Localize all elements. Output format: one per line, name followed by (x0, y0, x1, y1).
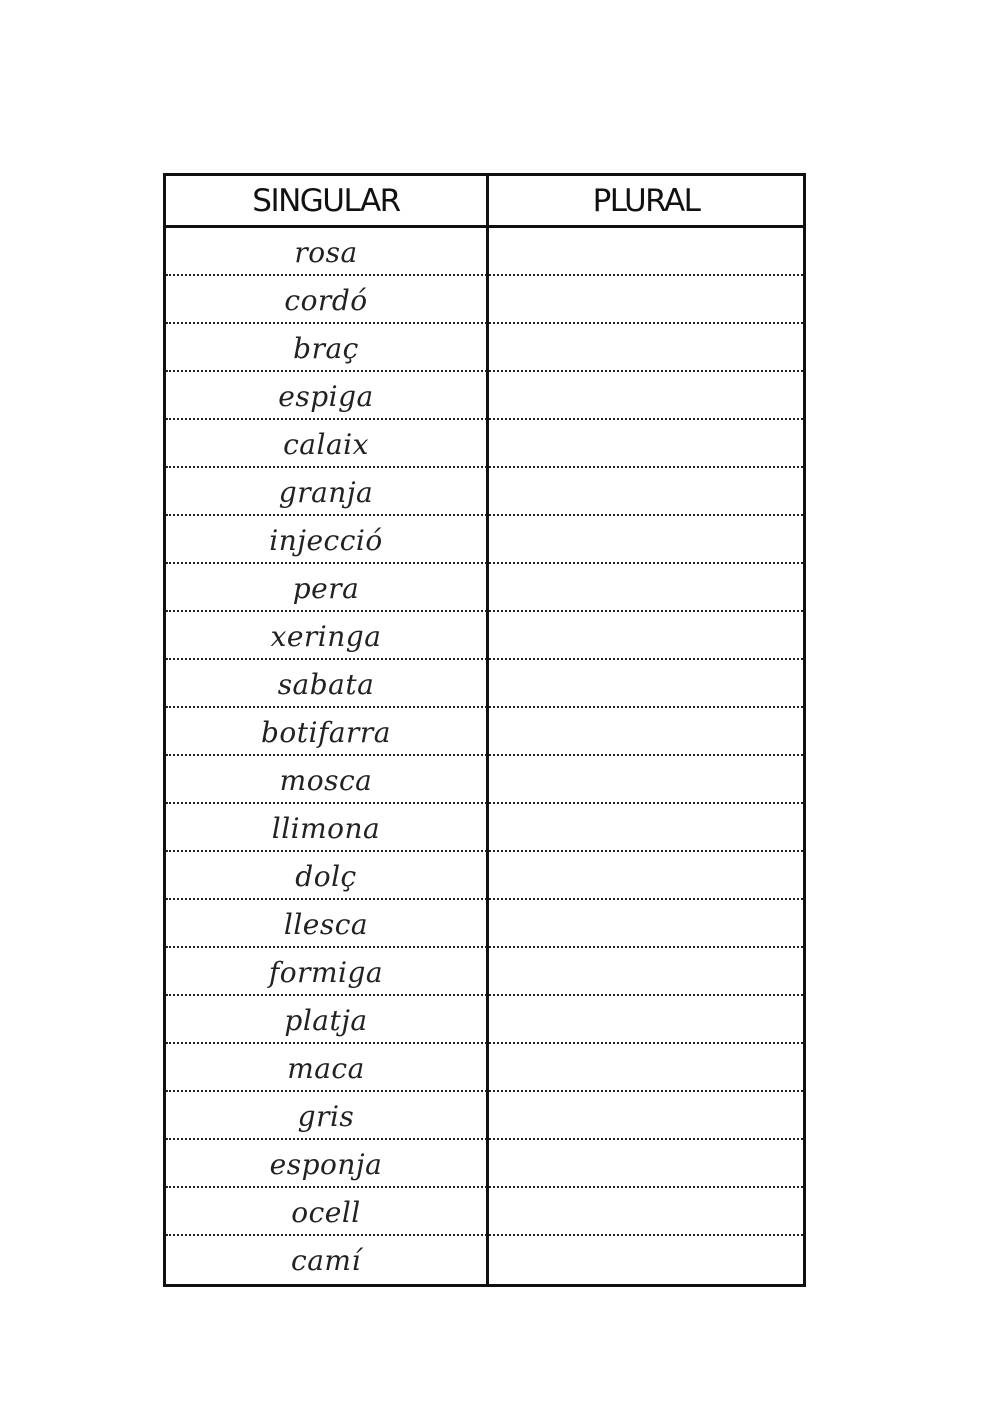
table-row (166, 1236, 803, 1284)
singular-word: camí (291, 1243, 361, 1277)
singular-word: formiga (268, 955, 384, 989)
singular-word: braç (293, 331, 359, 365)
singular-word: calaix (283, 427, 369, 461)
table-row (166, 852, 803, 900)
table-row (166, 1092, 803, 1140)
table-row (166, 372, 803, 420)
table-row (166, 1140, 803, 1188)
singular-word: espiga (278, 379, 374, 413)
table-row (166, 564, 803, 612)
singular-plural-table (163, 173, 806, 1287)
singular-word: pera (292, 571, 360, 605)
singular-word: llesca (283, 907, 369, 941)
table-row (166, 948, 803, 996)
table-row (166, 708, 803, 756)
plural-answer-cell[interactable] (489, 660, 803, 708)
plural-answer-cell[interactable] (489, 516, 803, 564)
plural-answer-cell[interactable] (489, 324, 803, 372)
header-singular: SINGULAR (252, 182, 400, 219)
plural-answer-cell[interactable] (489, 1092, 803, 1140)
plural-answer-cell[interactable] (489, 900, 803, 948)
singular-word: llimona (271, 811, 381, 845)
table-row (166, 1188, 803, 1236)
header-plural: PLURAL (592, 182, 700, 219)
table-row (166, 1044, 803, 1092)
singular-word: ocell (291, 1195, 361, 1229)
plural-answer-cell[interactable] (489, 804, 803, 852)
table-row (166, 996, 803, 1044)
table-row (166, 420, 803, 468)
singular-word: rosa (294, 235, 358, 269)
plural-answer-cell[interactable] (489, 1140, 803, 1188)
plural-answer-cell[interactable] (489, 420, 803, 468)
column-divider (486, 176, 489, 1284)
singular-word: maca (287, 1051, 365, 1085)
singular-word: esponja (269, 1147, 383, 1181)
singular-word: injecció (269, 523, 383, 557)
singular-word: gris (297, 1099, 355, 1133)
plural-answer-cell[interactable] (489, 612, 803, 660)
singular-word: dolç (295, 859, 357, 893)
table-row (166, 804, 803, 852)
plural-answer-cell[interactable] (489, 1236, 803, 1284)
plural-answer-cell[interactable] (489, 708, 803, 756)
table-row (166, 660, 803, 708)
table-header (166, 176, 803, 228)
table-row (166, 324, 803, 372)
plural-answer-cell[interactable] (489, 996, 803, 1044)
plural-answer-cell[interactable] (489, 276, 803, 324)
singular-word: platja (284, 1003, 368, 1037)
plural-answer-cell[interactable] (489, 852, 803, 900)
singular-word: sabata (277, 667, 375, 701)
table-row (166, 276, 803, 324)
table-row (166, 756, 803, 804)
table-row (166, 516, 803, 564)
plural-answer-cell[interactable] (489, 1044, 803, 1092)
plural-answer-cell[interactable] (489, 372, 803, 420)
plural-answer-cell[interactable] (489, 228, 803, 276)
singular-word: cordó (284, 283, 368, 317)
table-row (166, 900, 803, 948)
singular-word: granja (278, 475, 374, 509)
singular-word: mosca (279, 763, 373, 797)
table-row (166, 468, 803, 516)
singular-word: botifarra (260, 715, 391, 749)
table-body (166, 228, 803, 1284)
plural-answer-cell[interactable] (489, 468, 803, 516)
plural-answer-cell[interactable] (489, 756, 803, 804)
plural-answer-cell[interactable] (489, 564, 803, 612)
singular-word: xeringa (270, 619, 382, 653)
table-row (166, 228, 803, 276)
plural-answer-cell[interactable] (489, 1188, 803, 1236)
plural-answer-cell[interactable] (489, 948, 803, 996)
table-row (166, 612, 803, 660)
